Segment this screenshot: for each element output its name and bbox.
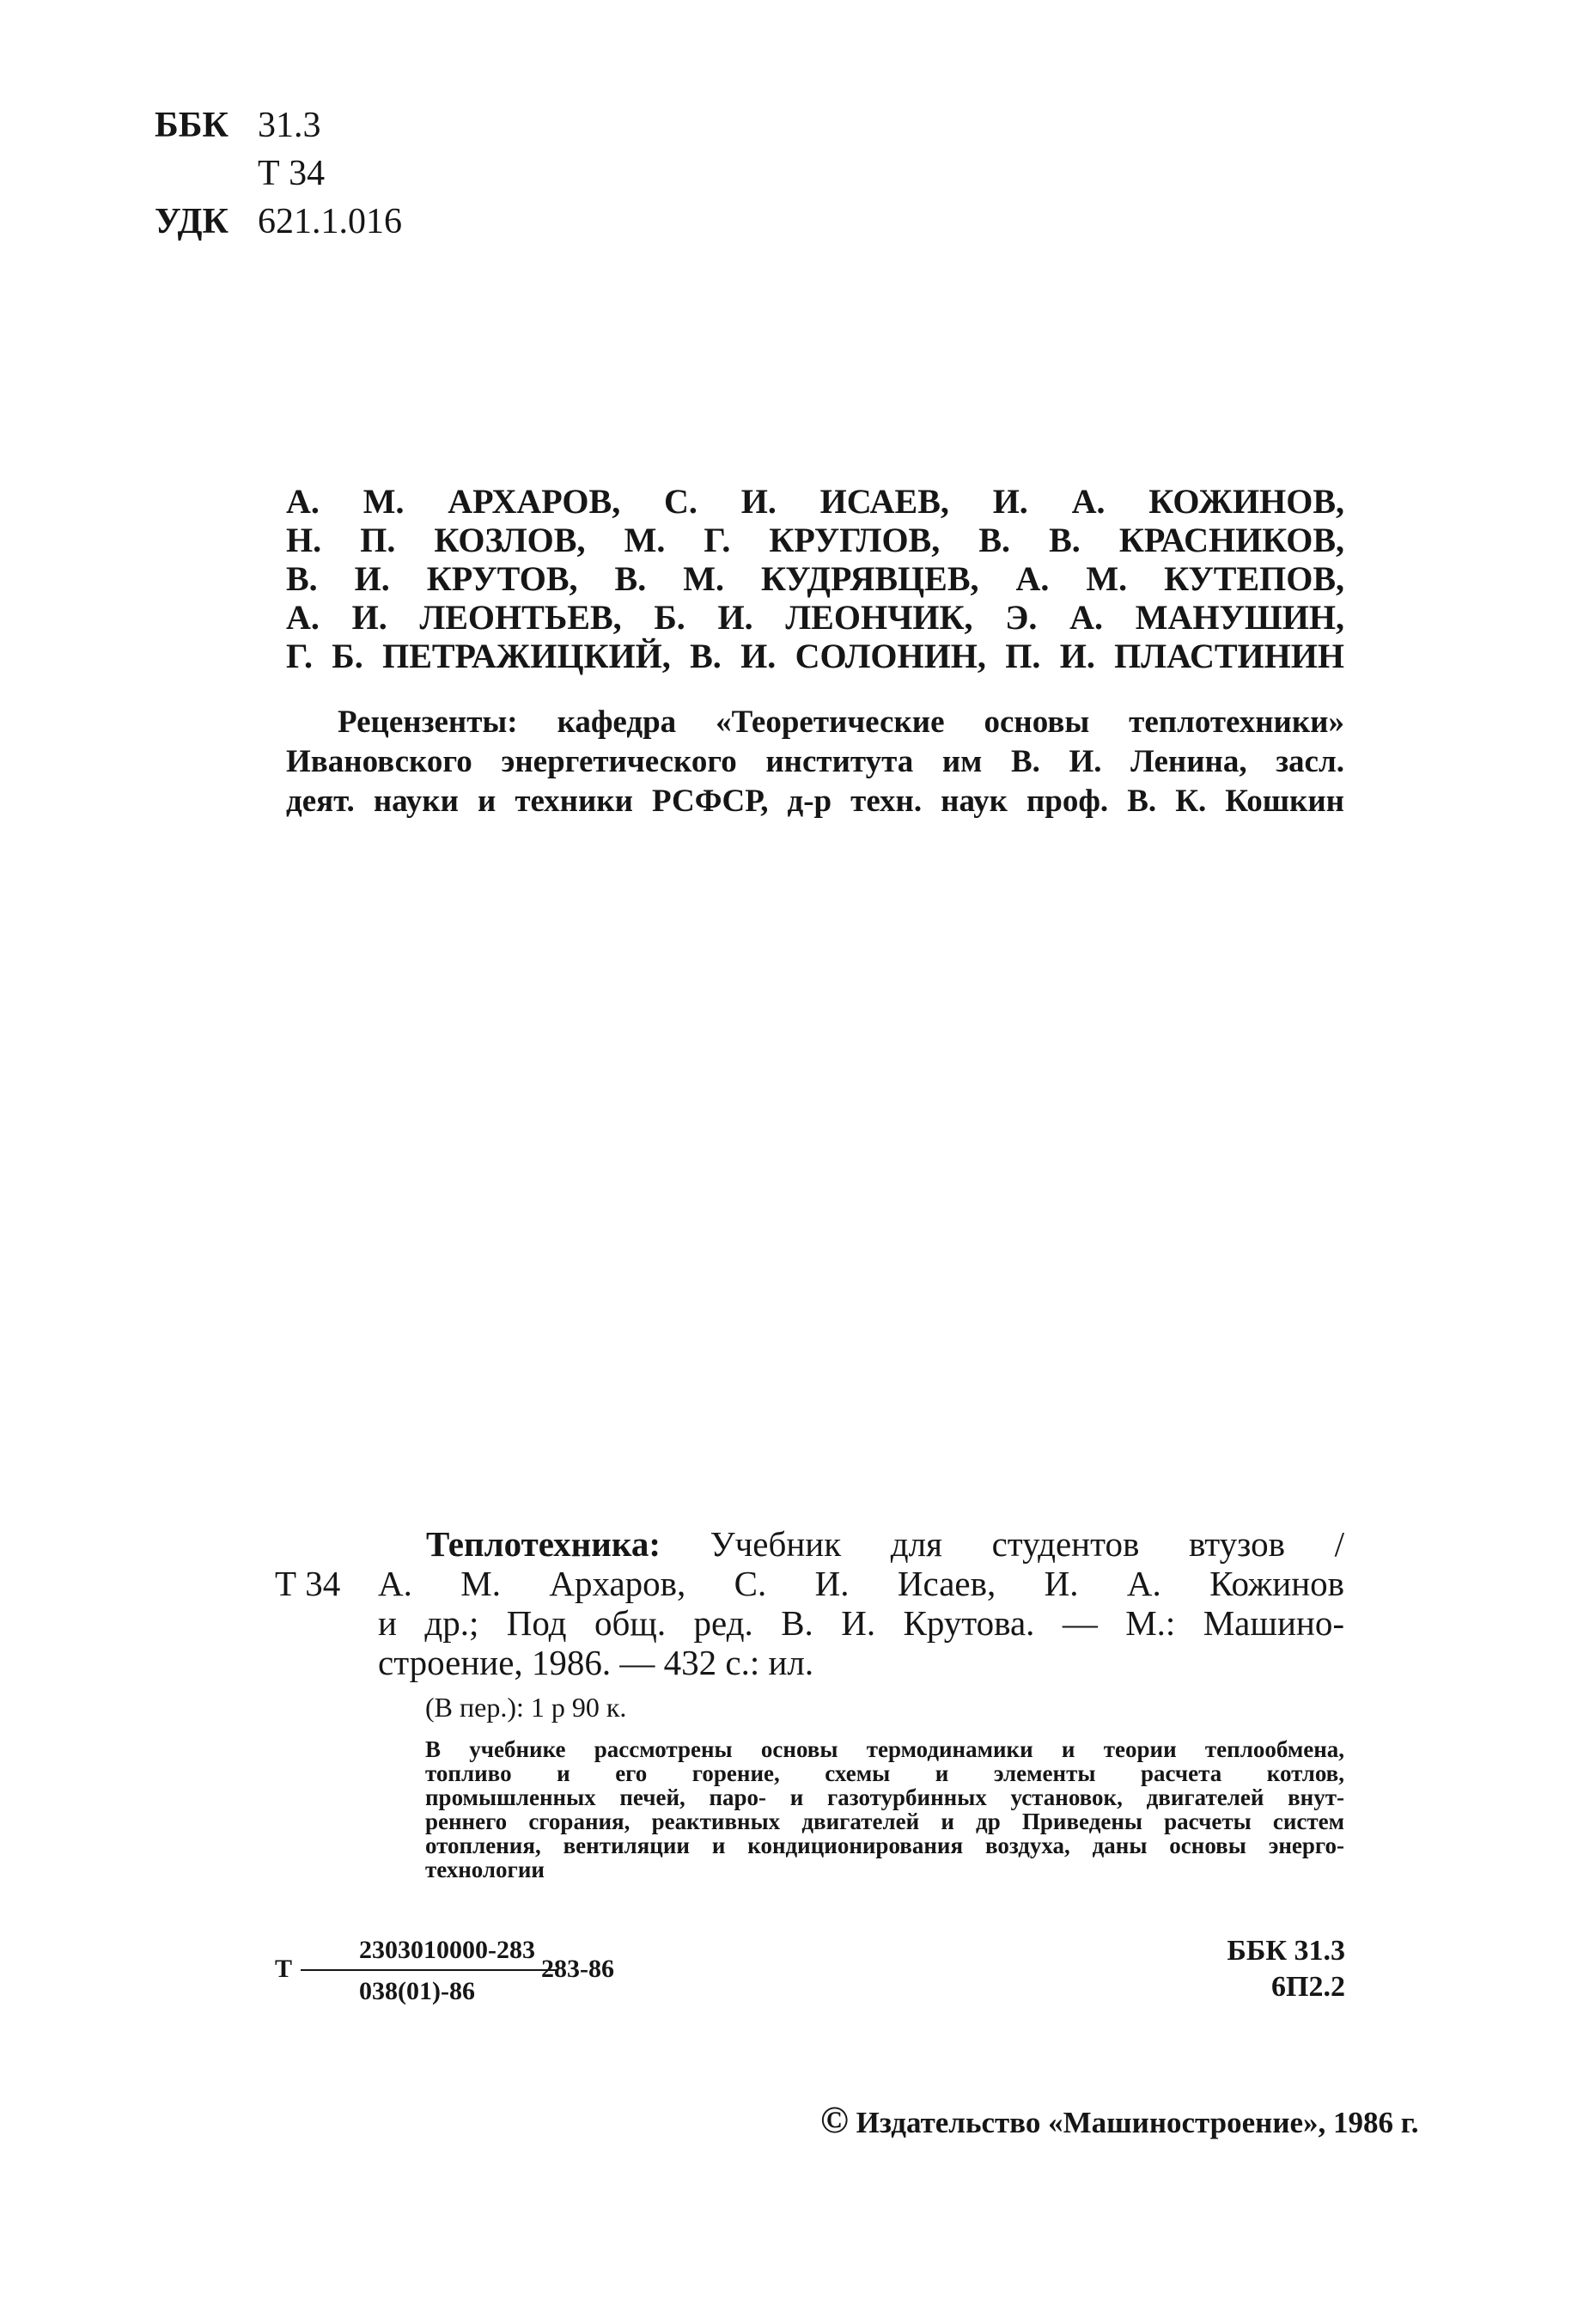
copyright-icon: © — [820, 2099, 849, 2141]
annotation-line: реннего сгорания, реактивных двигателей и др Приведены расчеты систем — [425, 1809, 1344, 1834]
index-denominator: 038(01)-86 — [359, 1977, 475, 2005]
bbk-footer — [1227, 1933, 1345, 2005]
udk-label: УДК — [155, 202, 228, 241]
index-letter: Т — [275, 1955, 293, 1983]
price: (В пер.): 1 р 90 к. — [425, 1692, 627, 1723]
author-line: Г. Б. ПЕТРАЖИЦКИЙ, В. И. СОЛОНИН, П. И. ПЛАСТИНИН — [286, 637, 1344, 675]
catalog-line: А. М. Архаров, С. И. Исаев, И. А. Кожинов — [378, 1564, 1344, 1603]
author-mark: Т 34 — [258, 154, 326, 193]
bbk-footer-line: ББК 31.3 — [1227, 1935, 1345, 1967]
author-line: А. И. ЛЕОНТЬЕВ, Б. И. ЛЕОНЧИК, Э. А. МАНУШИН, — [286, 598, 1344, 637]
classification-block — [155, 101, 402, 246]
copyright-line — [820, 2099, 1419, 2141]
bbk-row — [155, 101, 402, 149]
annotation-line: В учебнике рассмотрены основы термодинамики и теории теплообмена, — [425, 1736, 1344, 1762]
catalog-line: и др.; Под общ. ред. В. И. Крутова. — М.: Машино- — [378, 1603, 1344, 1643]
annotation-line: промышленных печей, паро- и газотурбинных установок, двигателей внут- — [425, 1784, 1344, 1810]
authors-block — [286, 482, 1344, 675]
index-numerator: 2303010000-283 — [359, 1936, 535, 1964]
copyright-text: Издательство «Машиностроение», 1986 г. — [856, 2106, 1419, 2139]
author-line: В. И. КРУТОВ, В. М. КУДРЯВЦЕВ, А. М. КУТЕПОВ, — [286, 559, 1344, 598]
udk-row — [155, 198, 402, 246]
reviewers-line: Ивановского энергетического института им В. И. Ленина, засл. — [286, 744, 1344, 779]
bbk-label: ББК — [155, 106, 228, 145]
reviewers-line: Рецензенты: кафедра «Теоретические основы теплотехники» — [338, 705, 1344, 740]
reviewers-line: деят. науки и техники РСФСР, д-р техн. наук проф. В. К. Кошкин — [286, 784, 1344, 819]
author-line: Н. П. КОЗЛОВ, М. Г. КРУГЛОВ, В. В. КРАСНИКОВ, — [286, 521, 1344, 559]
catalog-card — [275, 1524, 1344, 1682]
catalog-author-mark: Т 34 — [275, 1564, 341, 1603]
author-mark-row — [155, 149, 402, 198]
annotation-line: отопления, вентиляции и кондиционирования воздуха, даны основы энерго- — [425, 1833, 1344, 1858]
index-code — [275, 1935, 636, 2017]
book-title: Теплотехника: — [426, 1524, 661, 1564]
annotation-line: топливо и его горение, схемы и элементы расчета котлов, — [425, 1760, 1344, 1786]
reviewers-block — [286, 703, 1344, 821]
book-subtitle: Учебник для студентов втузов / — [710, 1524, 1345, 1564]
bbk-footer-line: 6П2.2 — [1271, 1971, 1345, 2003]
annotation-block — [425, 1737, 1344, 1882]
annotation-line: технологии — [425, 1857, 545, 1882]
bbk-value: 31.3 — [258, 106, 321, 145]
catalog-line: строение, 1986. — 432 с.: ил. — [378, 1643, 814, 1682]
fraction-line — [301, 1969, 558, 1971]
index-suffix: 283-86 — [541, 1955, 614, 1983]
udk-value: 621.1.016 — [258, 202, 402, 241]
author-line: А. М. АРХАРОВ, С. И. ИСАЕВ, И. А. КОЖИНОВ, — [286, 482, 1344, 521]
